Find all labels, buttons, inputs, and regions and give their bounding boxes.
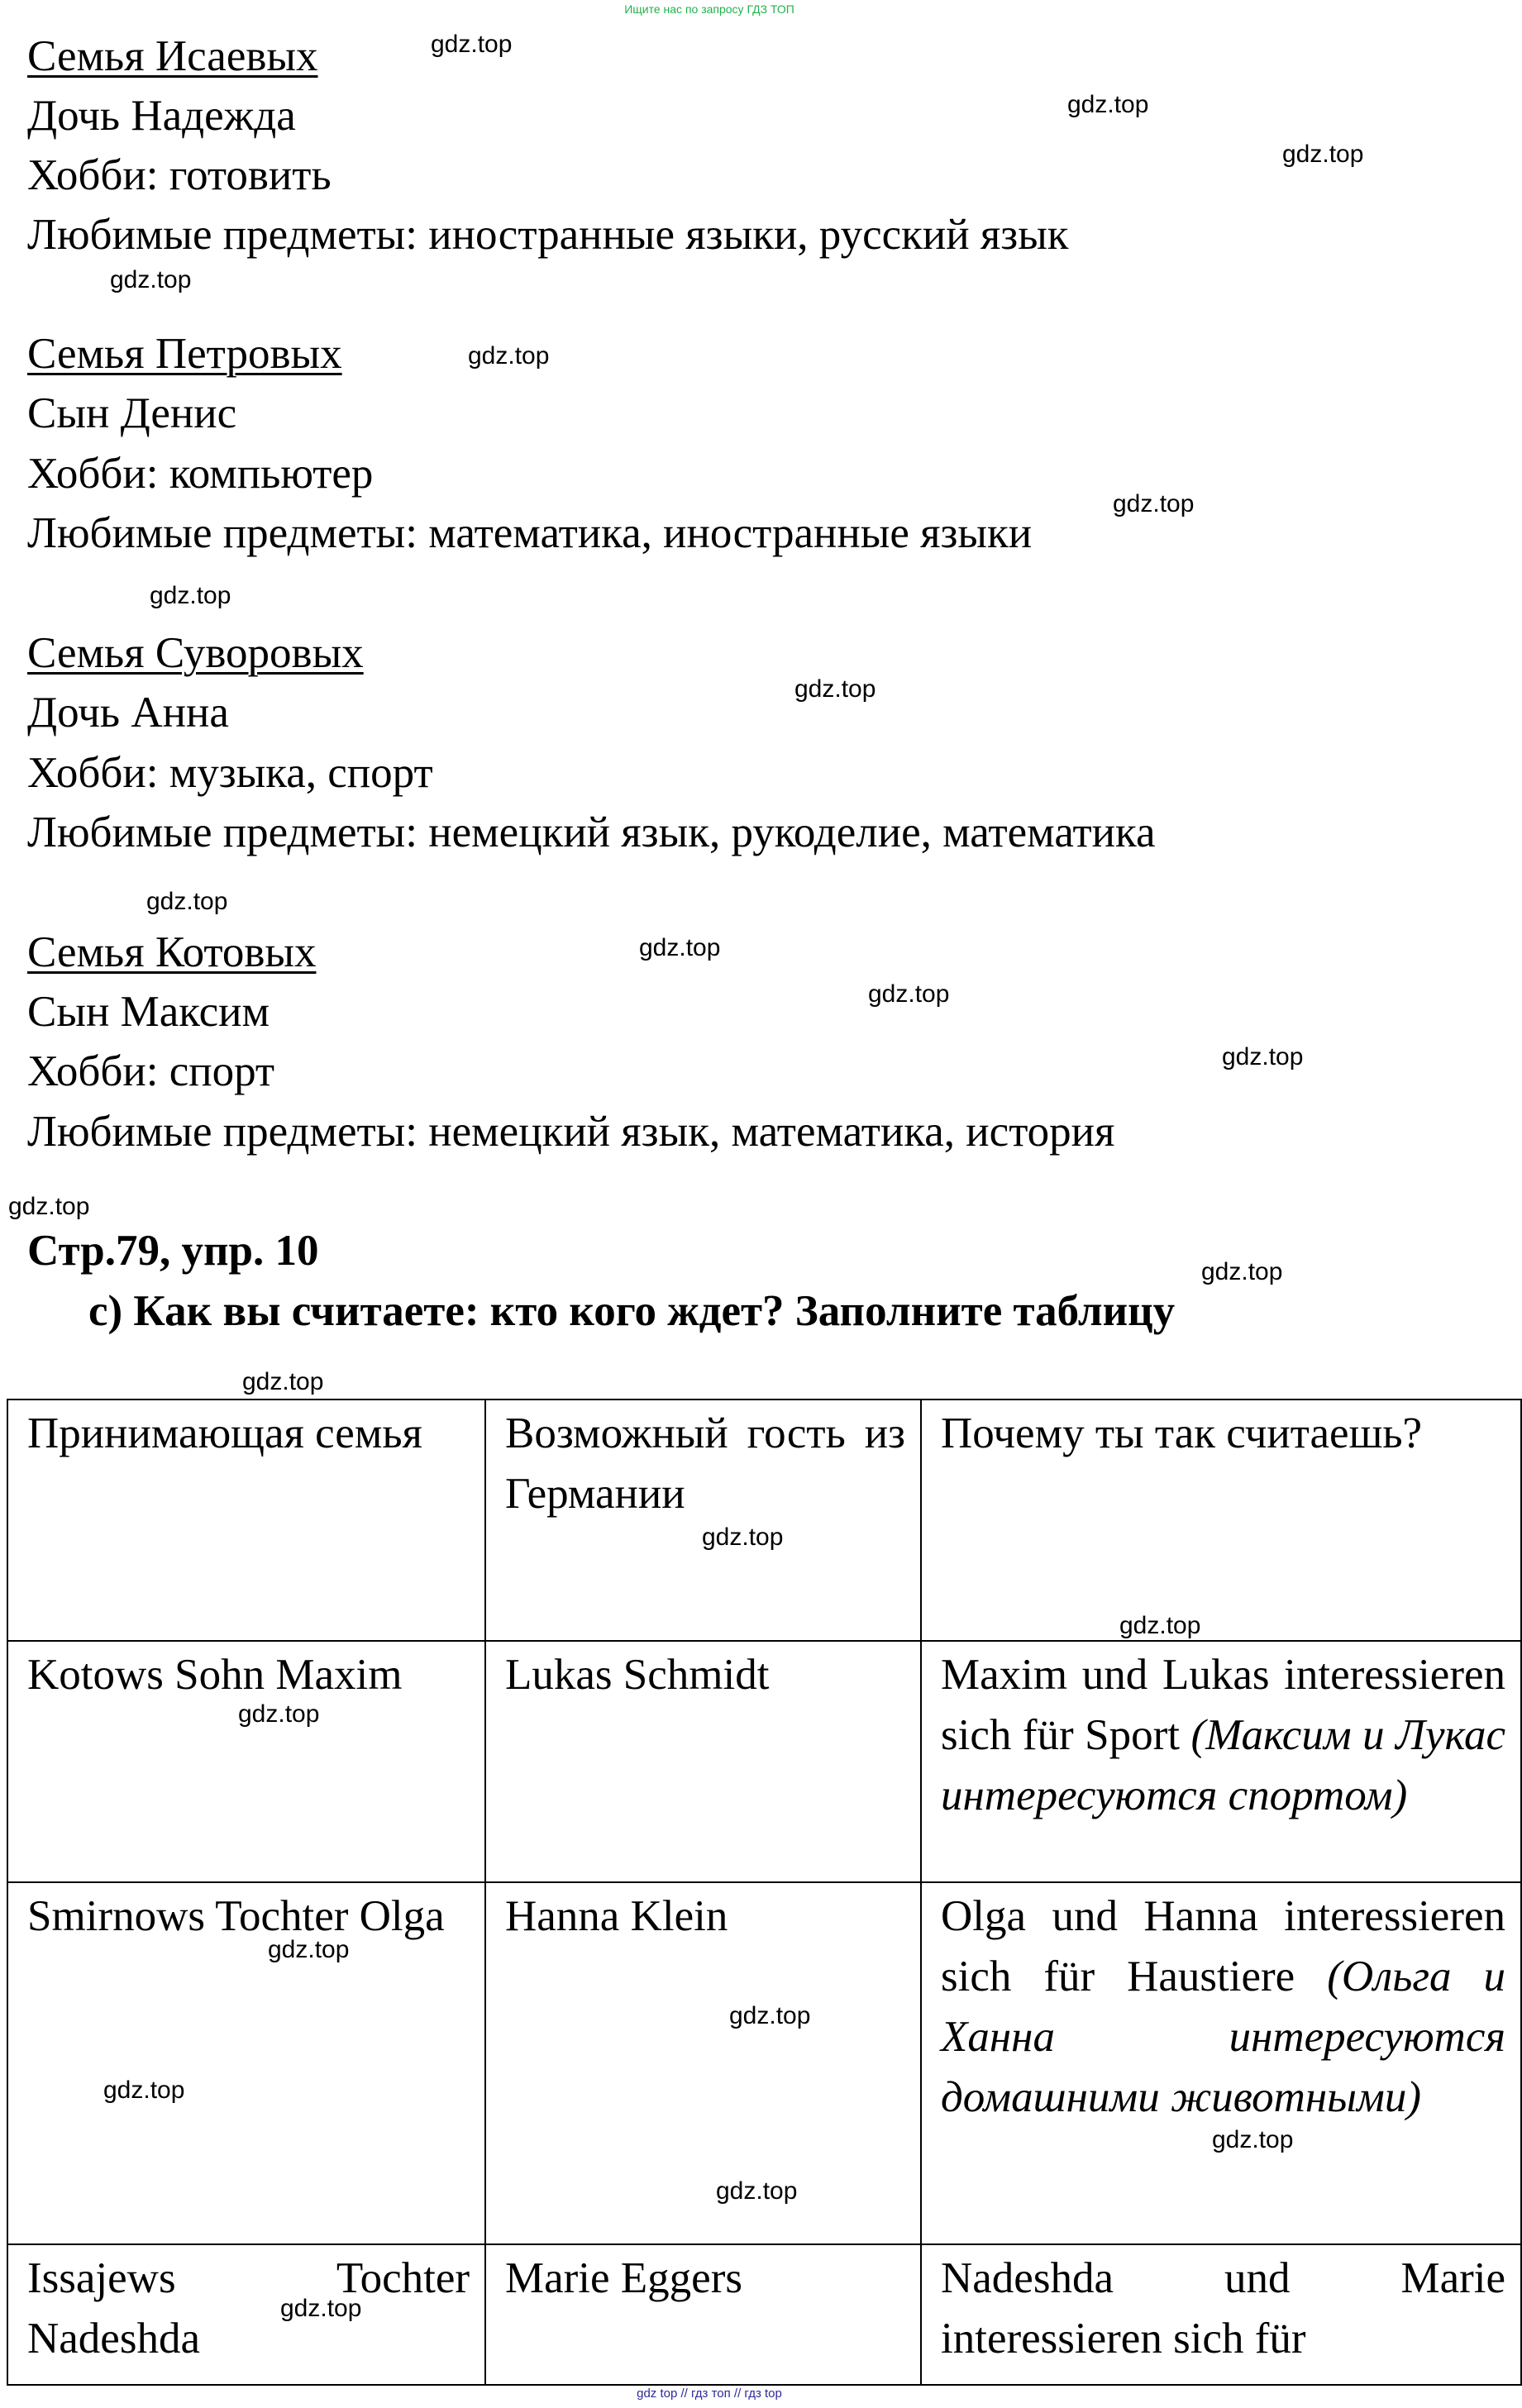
watermark: gdz.top — [431, 31, 513, 58]
watermark: gdz.top — [238, 1700, 320, 1728]
family-kotov-subjects: Любимые предметы: немецкий язык, математика, история — [27, 1108, 1115, 1156]
family-suvorov-title: Семья Суворовых — [27, 629, 364, 677]
guest-cell: Hanna Klein — [485, 1882, 921, 2244]
guest-cell: Lukas Schmidt — [485, 1641, 921, 1882]
header-why: Почему ты так считаешь? — [921, 1400, 1521, 1641]
reason-de: Nadeshda und Marie interessieren sich für — [941, 2254, 1505, 2363]
family-isaev-title: Семья Исаевых — [27, 32, 318, 80]
watermark: gdz.top — [1201, 1258, 1283, 1285]
guest-cell: Marie Eggers — [485, 2244, 921, 2385]
watermark: gdz.top — [794, 675, 876, 703]
top-banner: Ищите нас по запросу ГДЗ ТОП — [624, 2, 794, 16]
host-cell: Kotows Sohn Maxim — [7, 1641, 485, 1882]
reason-cell — [921, 1641, 1521, 1882]
reason-de: Olga und Hanna interessieren sich für Haustiere — [941, 1892, 1505, 2000]
watermark: gdz.top — [716, 2177, 798, 2205]
bottom-banner: gdz top // гдз топ // гдз top — [637, 2387, 782, 2401]
watermark: gdz.top — [468, 342, 550, 370]
family-isaev-child: Дочь Надежда — [27, 92, 296, 140]
watermark: gdz.top — [1067, 91, 1149, 118]
exercise-heading: Стр.79, упр. 10 — [27, 1227, 319, 1275]
header-possible-guest: Возможный гость из Германии — [485, 1400, 921, 1641]
watermark: gdz.top — [639, 934, 721, 961]
reason-cell — [921, 1882, 1521, 2244]
family-petrov-hobby: Хобби: компьютер — [27, 450, 374, 498]
watermark: gdz.top — [8, 1193, 90, 1220]
family-kotov-hobby: Хобби: спорт — [27, 1047, 275, 1095]
watermark: gdz.top — [150, 582, 231, 609]
watermark: gdz.top — [1212, 2126, 1294, 2153]
host-cell: Smirnows Tochter Olga — [7, 1882, 485, 2244]
family-suvorov-subjects: Любимые предметы: немецкий язык, рукоделие, математика — [27, 808, 1156, 856]
family-isaev-subjects: Любимые предметы: иностранные языки, русский язык — [27, 211, 1069, 259]
watermark: gdz.top — [1119, 1612, 1201, 1639]
watermark: gdz.top — [103, 2077, 185, 2104]
table-row — [7, 1641, 1521, 1882]
host-cell: Issajews Tochter Nadeshda — [7, 2244, 485, 2385]
watermark: gdz.top — [280, 2295, 362, 2322]
watermark: gdz.top — [110, 266, 192, 293]
watermark: gdz.top — [242, 1368, 324, 1395]
family-petrov-child: Сын Денис — [27, 389, 237, 437]
exercise-task: c) Как вы считаете: кто кого ждет? Заполните таблицу — [88, 1287, 1176, 1335]
family-suvorov-child: Дочь Анна — [27, 689, 229, 737]
watermark: gdz.top — [1222, 1043, 1304, 1070]
watermark: gdz.top — [1113, 490, 1195, 517]
reason-cell — [921, 2244, 1521, 2385]
family-kotov-child: Сын Максим — [27, 988, 270, 1036]
reason-de: Maxim und Lukas interessieren sich für Sport — [941, 1651, 1505, 1759]
watermark: gdz.top — [729, 2002, 811, 2029]
family-suvorov-hobby: Хобби: музыка, спорт — [27, 749, 433, 797]
reason-ru: (Ольга и Ханна интересуются домашними животными) — [941, 1953, 1505, 2121]
family-petrov-subjects: Любимые предметы: математика, иностранные языки — [27, 509, 1033, 557]
watermark: gdz.top — [268, 1936, 350, 1963]
watermark: gdz.top — [702, 1523, 784, 1551]
watermark: gdz.top — [146, 888, 228, 915]
family-petrov-title: Семья Петровых — [27, 330, 342, 378]
header-host-family: Принимающая семья — [7, 1400, 485, 1641]
family-isaev-hobby: Хобби: готовить — [27, 151, 332, 199]
watermark: gdz.top — [1282, 141, 1364, 168]
table-header-row — [7, 1400, 1521, 1641]
table-row — [7, 2244, 1521, 2385]
watermark: gdz.top — [868, 980, 950, 1008]
reason-ru: (Максим и Лукас интересуются спортом) — [941, 1711, 1506, 1819]
family-kotov-title: Семья Котовых — [27, 928, 317, 976]
